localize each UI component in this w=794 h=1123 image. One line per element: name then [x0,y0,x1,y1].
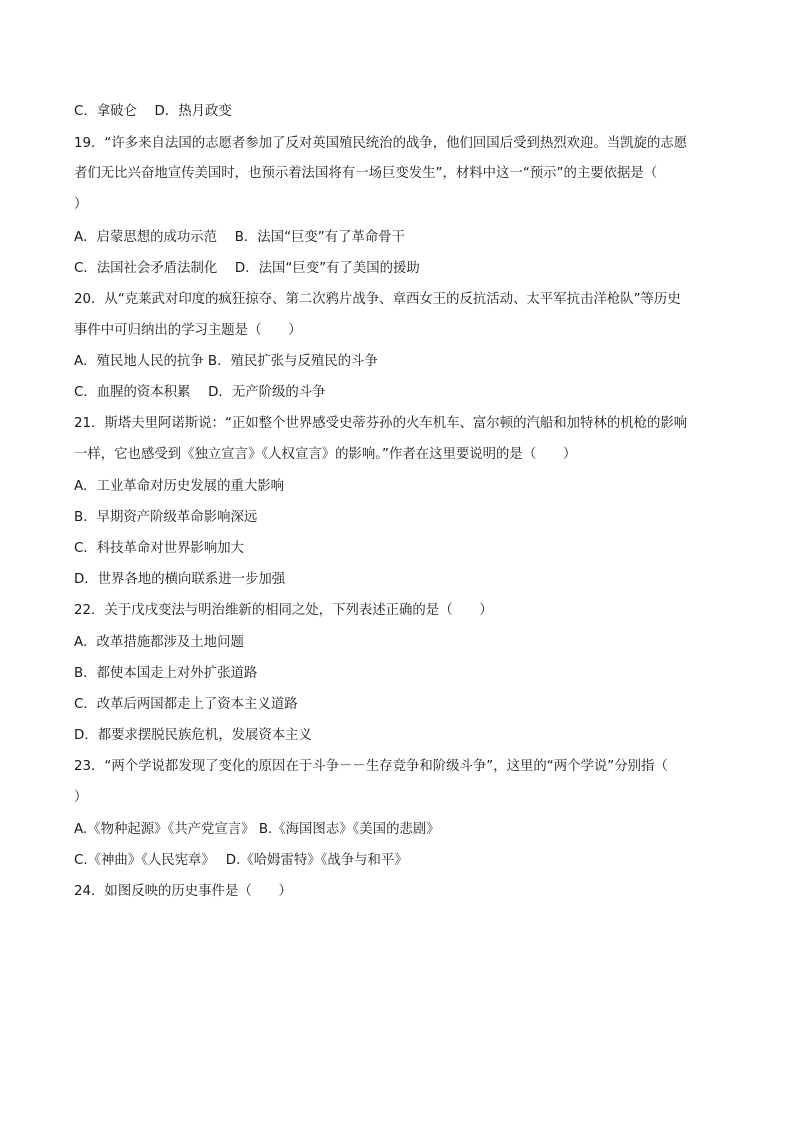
q23-option-cd: C.《神曲》《人民宪章》 D.《哈姆雷特》《战争与和平》 [74,853,408,868]
q22-stem-line-1: 22．关于戊戌变法与明治维新的相同之处，下列表述正确的是（ ） [74,603,493,618]
q20-option-cd: C．血腥的资本积累 D．无产阶级的斗争 [74,385,326,400]
q18-option-cd: C．拿破仑 D．热月政变 [74,104,232,119]
q22-option-a: A．改革措施都涉及土地问题 [74,635,244,650]
q21-option-d: D．世界各地的横向联系进一步加强 [74,572,286,587]
q20-option-ab: A．殖民地人民的抗争 B．殖民扩张与反殖民的斗争 [74,354,378,369]
q23-stem-line-2: ） [74,790,88,805]
q22-option-d: D．都要求摆脱民族危机，发展资本主义 [74,728,312,743]
q19-stem-line-2: 者们无比兴奋地宣传美国时，也预示着法国将有一场巨变发生”，材料中这一“预示”的主要依据是（ [74,166,658,181]
q19-option-ab: A．启蒙思想的成功示范 B．法国“巨变”有了革命骨干 [74,230,406,245]
q19-stem-line-3: ） [74,197,88,212]
q19-option-cd: C．法国社会矛盾法制化 D．法国“巨变”有了美国的援助 [74,261,420,276]
q22-option-b: B．都使本国走上对外扩张道路 [74,666,258,681]
q23-option-ab: A.《物种起源》《共产党宣言》 B.《海国图志》《美国的悲剧》 [74,822,440,837]
q20-stem-line-1: 20．从“克莱武对印度的疯狂掠夺、第二次鸦片战争、章西女王的反抗活动、太平军抗击洋枪队”等历史 [74,292,681,307]
q19-stem-line-1: 19．“许多来自法国的志愿者参加了反对英国殖民统治的战争，他们回国后受到热烈欢迎。当凯旋的志愿 [74,136,688,151]
q24-stem-line-1: 24．如图反映的历史事件是（ ） [74,884,292,899]
q21-option-b: B．早期资产阶级革命影响深远 [74,510,258,525]
q23-stem-line-1: 23．“两个学说都发现了变化的原因在于斗争－－生存竞争和阶级斗争”，这里的“两个学说”分别指（ [74,759,668,774]
q22-option-c: C．改革后两国都走上了资本主义道路 [74,697,298,712]
q21-option-c: C．科技革命对世界影响加大 [74,541,245,556]
q21-stem-line-1: 21．斯塔夫里阿诺斯说：“正如整个世界感受史蒂芬孙的火车机车、富尔顿的汽船和加特林的机枪的影响 [74,416,688,431]
q20-stem-line-2: 事件中可归纳出的学习主题是（ ） [74,323,302,338]
q21-stem-line-2: 一样，它也感受到《独立宣言》《人权宣言》的影响。”作者在这里要说明的是（ ） [74,447,577,462]
q21-option-a: A．工业革命对历史发展的重大影响 [74,479,285,494]
